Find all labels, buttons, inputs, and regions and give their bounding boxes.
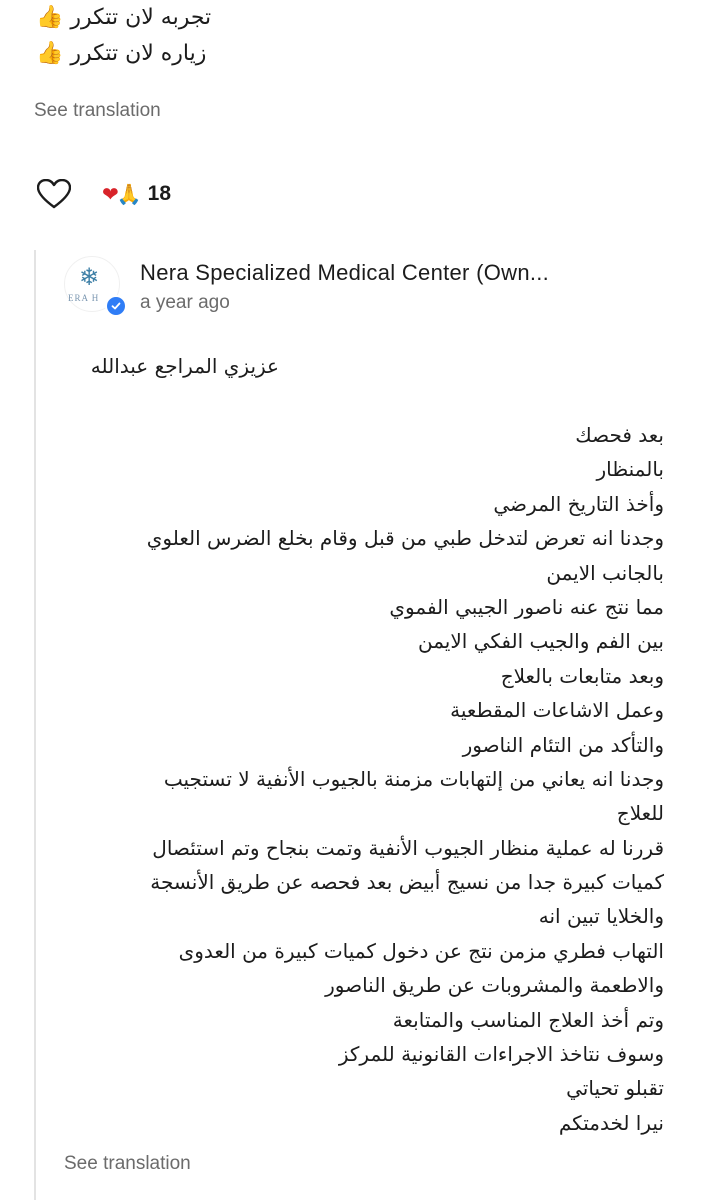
reply-timestamp: a year ago xyxy=(140,292,230,313)
reply-body-line: وعمل الاشاعات المقطعية xyxy=(450,698,664,723)
reply-body-line: والخلايا تبين انه xyxy=(538,904,664,929)
reply-body-line: للعلاج xyxy=(616,801,664,826)
review-line-1-text: تجربه لان تتكرر xyxy=(70,5,212,30)
reply-body-line: وجدنا انه يعاني من إلتهابات مزمنة بالجيوب الأنفية لا تستجيب xyxy=(163,766,664,791)
see-translation-link-reply[interactable]: See translation xyxy=(64,1153,191,1174)
reply-body-line: بعد فحصك xyxy=(575,423,664,447)
reaction-summary[interactable] xyxy=(102,182,171,206)
reply-body-line: بين الفم والجيب الفكي الايمن xyxy=(417,629,664,654)
reply-body-line: وبعد متابعات بالعلاج xyxy=(500,663,664,688)
heart-outline-icon[interactable] xyxy=(36,176,72,212)
folded-hands-icon: 🙏 xyxy=(116,182,142,206)
red-heart-icon: ❤ xyxy=(102,182,119,206)
reply-body-line: والتأكد من التئام الناصور xyxy=(462,732,664,757)
reply-meta xyxy=(140,260,549,314)
reply-body-line: وأخذ التاريخ المرضي xyxy=(493,491,664,516)
see-translation-link-review[interactable]: See translation xyxy=(34,100,161,121)
reply-greeting: عزيزي المراجع عبدالله xyxy=(90,354,279,378)
reply-header xyxy=(64,256,549,314)
reactions-row xyxy=(36,174,171,214)
thumbs-up-icon: 👍 xyxy=(36,5,64,30)
reply-author[interactable]: Nera Specialized Medical Center (Own... xyxy=(140,260,550,285)
reaction-count: 18 xyxy=(147,182,172,205)
snowflake-logo-icon: ❄ xyxy=(79,263,100,291)
reply-body-line: كميات كبيرة جدا من نسيج أبيض بعد فحصه عن طريق الأنسجة xyxy=(150,870,664,895)
reply-body-line: وسوف نتاخذ الاجراءات القانونية للمركز xyxy=(338,1042,664,1067)
avatar-logo-text: ERA H xyxy=(68,293,100,303)
thread-line xyxy=(34,250,36,1200)
reply-body-line: بالجانب الايمن xyxy=(546,560,664,585)
review-line-1 xyxy=(30,0,230,36)
verified-badge-icon xyxy=(105,295,127,317)
thumbs-up-icon: 👍 xyxy=(36,41,64,66)
reply-body-line: مما نتج عنه ناصور الجيبي الفموي xyxy=(389,594,664,619)
reply-body-line: قررنا له عملية منظار الجيوب الأنفية وتمت بنجاح وتم استئصال xyxy=(152,835,664,860)
review-line-2 xyxy=(30,36,230,72)
reply-body-line: وجدنا انه تعرض لتدخل طبي من قبل وقام بخلع الضرس العلوي xyxy=(146,526,664,551)
reply-body-line: وتم أخذ العلاج المناسب والمتابعة xyxy=(392,1007,664,1032)
reply-body-line: التهاب فطري مزمن نتج عن دخول كميات كبيرة من العدوى xyxy=(178,938,664,963)
review-text xyxy=(30,0,230,72)
avatar[interactable] xyxy=(64,256,120,312)
reply-body-line: بالمنظار xyxy=(596,457,664,482)
reply-body-line: والاطعمة والمشروبات عن طريق الناصور xyxy=(325,973,664,998)
review-line-2-text: زياره لان تتكرر xyxy=(70,41,207,66)
reply-body-line: تقبلو تحياتي xyxy=(566,1076,664,1101)
reply-body-lines xyxy=(147,418,664,1140)
reply-body-line: نيرا لخدمتكم xyxy=(558,1110,664,1135)
